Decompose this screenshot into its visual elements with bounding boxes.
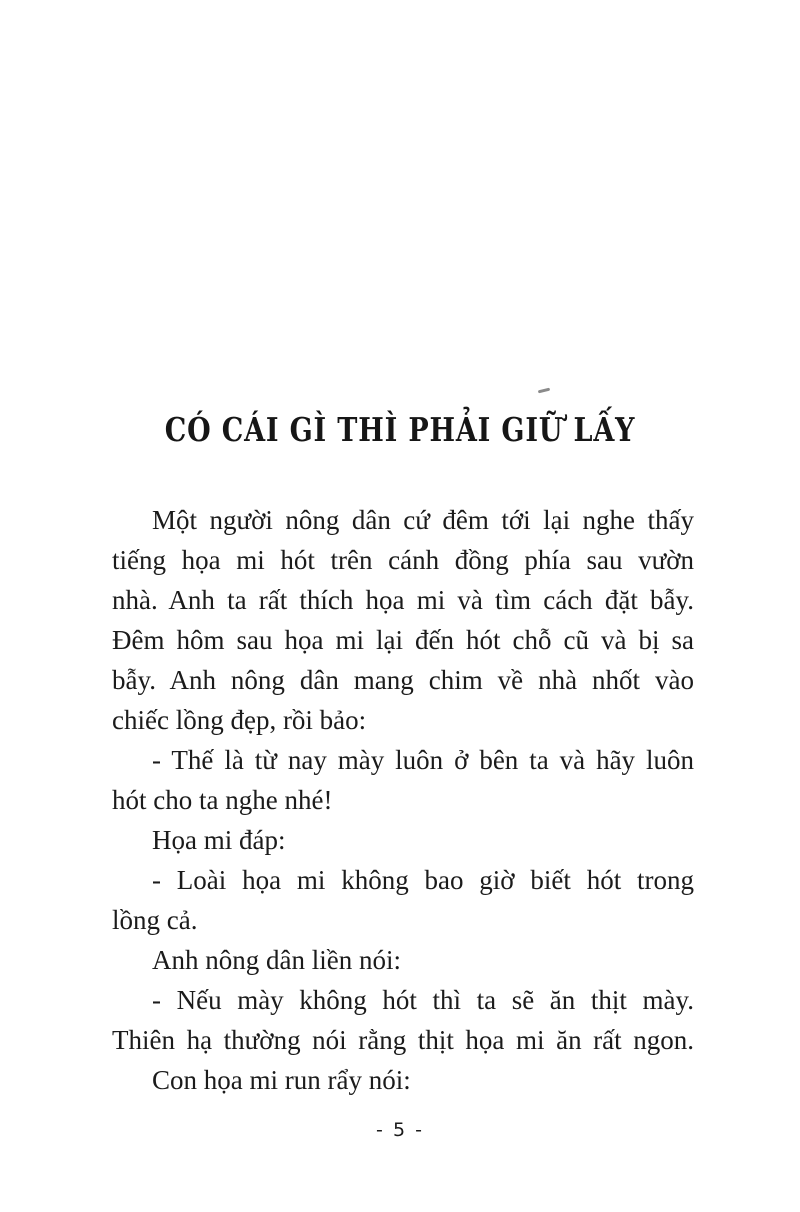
story-text: [112, 500, 694, 1100]
text-line: Một người nông dân cứ đêm tới lại nghe thấy: [152, 505, 694, 535]
text-line: tiếng họa mi hót trên cánh đồng phía sau vườn: [112, 545, 694, 575]
text-line: lồng cả.: [112, 905, 198, 935]
scan-artifact: [538, 388, 550, 394]
text-line: - Thế là từ nay mày luôn ở bên ta và hãy luôn: [152, 745, 694, 775]
text-line: nhà. Anh ta rất thích họa mi và tìm cách đặt bẫy.: [112, 585, 694, 615]
text-line: - Loài họa mi không bao giờ biết hót trong: [152, 865, 694, 895]
text-line: chiếc lồng đẹp, rồi bảo:: [112, 705, 367, 735]
text-line: - Nếu mày không hót thì ta sẽ ăn thịt mày.: [152, 985, 694, 1015]
text-line: Anh nông dân liền nói:: [152, 945, 401, 975]
text-line: hót cho ta nghe nhé!: [112, 785, 333, 815]
text-line: Con họa mi run rẩy nói:: [152, 1065, 411, 1095]
page-number: - 5 -: [376, 1119, 424, 1141]
chapter-title: CÓ CÁI GÌ THÌ PHẢI GIỮ LẤY: [164, 410, 636, 449]
text-line: Thiên hạ thường nói rằng thịt họa mi ăn rất ngon.: [112, 1025, 694, 1055]
text-line: bẫy. Anh nông dân mang chim về nhà nhốt vào: [112, 665, 694, 695]
text-line: Đêm hôm sau họa mi lại đến hót chỗ cũ và bị sa: [112, 625, 694, 655]
text-line: Họa mi đáp:: [152, 825, 286, 855]
